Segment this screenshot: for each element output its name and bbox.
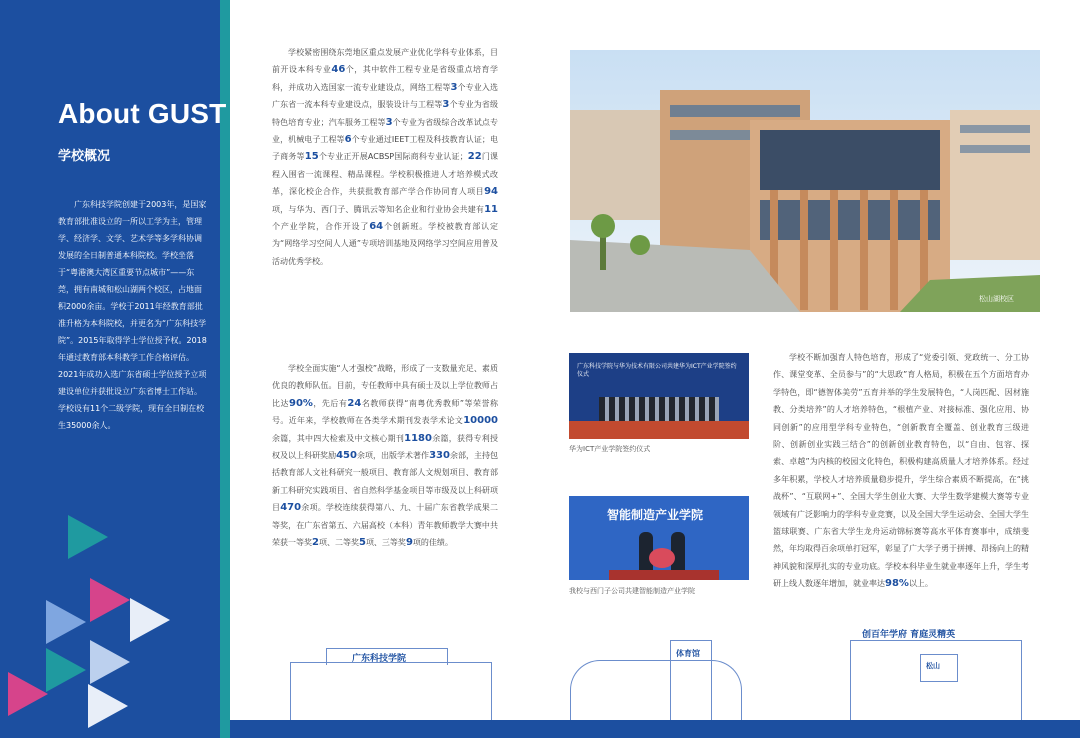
stage-floor [569, 421, 749, 439]
curriculum-paragraph: 学校紧密围绕东莞地区重点发展产业优化学科专业体系，目前开设本科专业46个，其中软件工程专业是省级重点培育学科，并成功入选国家一流专业建设点，网络工程等3个专业入选广东省一流本科专业建设点，服装设计与工程等3个专业为省级特色培育专业；汽车服务工程等3个专业为省级综合改革试点专业，机械电子工程等6个专业通过IEET工程及科技教育认证；电子商务等15个专业正开展ACBSP国际商科专业认证；22门课程入围省一流课程、精品课程。学校积极推进人才培养模式改革，深化校企合作，共获批教育部产学合作协同育人项目94项，与华为、西门子、腾讯云等知名企业和行业协会共建有11个产业学院，合作开设了64个创新班。学校被教育部认定为“网络学习空间人人通”专项培训基地及网络学习空间应用普及活动优秀学校。 [272, 48, 499, 266]
campus-photo [570, 50, 1040, 312]
faculty-paragraph: 学校全面实施“人才强校”战略，形成了一支数量充足、素质优良的教师队伍。目前，专任教师中具有硕士及以上学位教师占比达90%，先后有24名教师获得“南粤优秀教师”等荣誉称号。近年来，学校教师在各类学术期刊发表学术论文10000余篇，其中四大检索及中文核心期刊1180余篇，获得专利授权及以上科研奖励450余项，出版学术著作330余部，主持包括教育部人文社科研究一般项目、教育部人文规划项目、教育部新工科研究实践项目、省自然科学基金项目等市级及以上科研项目470余项。学校连续获得第八、九、十届广东省教学成果二等奖，在广东省第五、六届高校（本科）青年教师教学大赛中共荣获一等奖2项、二等奖5项、三等奖9项的佳绩。 [272, 364, 499, 549]
building-label-3: 创百年学府 育庭灵精英 [862, 630, 956, 640]
table [609, 570, 719, 580]
caption-siemens: 我校与西门子公司共建智能制造产业学院 [569, 587, 695, 595]
campus-image [570, 50, 1040, 312]
intro-paragraph: 广东科技学院创建于2003年，是国家教育部批准设立的一所以工学为主，管理学、经济学、文学、艺术学等多学科协调发展的全日制普通本科院校。学校坐落于“粤港澳大湾区重要节点城市”——东莞，拥有南城和松山湖两个校区，占地面积2000余亩。学校于2011年经教育部批准升格为本科院校，并更名为“广东科技学院”。2015年取得学士学位授予权。2018年通过教育部本科教学工作合格评估。2021年成功入选广东省硕士学位授予立项建设单位并获批设立广东省博士工作站。学校设有11个二级学院，现有全日制在校生35000余人。 [58, 200, 207, 430]
building-label-2: 体育馆 [676, 649, 700, 658]
building-label-1: 广东科技学院 [352, 654, 407, 664]
triangle-pink-low [8, 672, 48, 716]
triangle-white-low [88, 684, 128, 728]
triangle-pale [90, 640, 130, 684]
huawei-signing-photo [569, 353, 749, 439]
triangle-teal-mid [46, 648, 86, 692]
event-banner: 广东科技学院与华为技术有限公司共建华为ICT产业学院签约仪式 [577, 363, 737, 378]
page-title: About GUST [58, 98, 227, 129]
banner-text: 智能制造产业学院 [607, 508, 704, 522]
triangle-teal-top [68, 515, 108, 559]
gate-mark: 松山 [926, 662, 940, 670]
siemens-photo [569, 496, 749, 580]
stage-people [599, 397, 719, 421]
triangle-pink [90, 578, 130, 622]
page-subtitle: 学校概况 [58, 149, 111, 164]
education-paragraph: 学校不断加强育人特色培育，形成了“党委引领、党政统一、分工协作、课堂变革、全员参与”的“大思政”育人格局，积极在五个方面培育办学特色，即“德智体美劳”五育并举的学生发展特色，“人岗匹配、因材施教、分类培养”的人才培养特色，“根植产业、对接标准、强化应用、协同创新”的应用型学科专业特色，“创新教育全覆盖、创业教育三级进阶、创新创业实践三结合”的创新创业教育特色，以“自由、包容、探索、卓越”为内核的校园文化特色，积极构建高质量人才培养体系。经过多年积累，学校人才培养质量稳步提升，学生综合素质不断提高，在“挑战杯”、“互联网+”、全国大学生创业大赛、大学生数学建模大赛等专业领域有广泛影响力的学科专业竞赛，以及全国大学生运动会、全国大学生篮球联赛、广东省大学生龙舟运动锦标赛等高水平体育赛事中，成绩斐然，年均取得百余项单打冠军，彰显了广大学子勇于拼搏、昂扬向上的精神风貌和深厚扎实的专业功底。学校本科毕业生就业率逐年上升，学生考研上线人数逐年增加，就业率达98%以上。 [773, 353, 1029, 590]
bottom-bar [230, 720, 1080, 738]
building-drawing-1 [290, 662, 492, 721]
campus-label: 松山湖校区 [979, 295, 1014, 303]
triangle-white [130, 598, 170, 642]
building-drawing-2 [570, 660, 742, 721]
triangle-lightblue [46, 600, 86, 644]
flowers [649, 548, 675, 568]
caption-huawei: 华为ICT产业学院签约仪式 [569, 445, 651, 453]
